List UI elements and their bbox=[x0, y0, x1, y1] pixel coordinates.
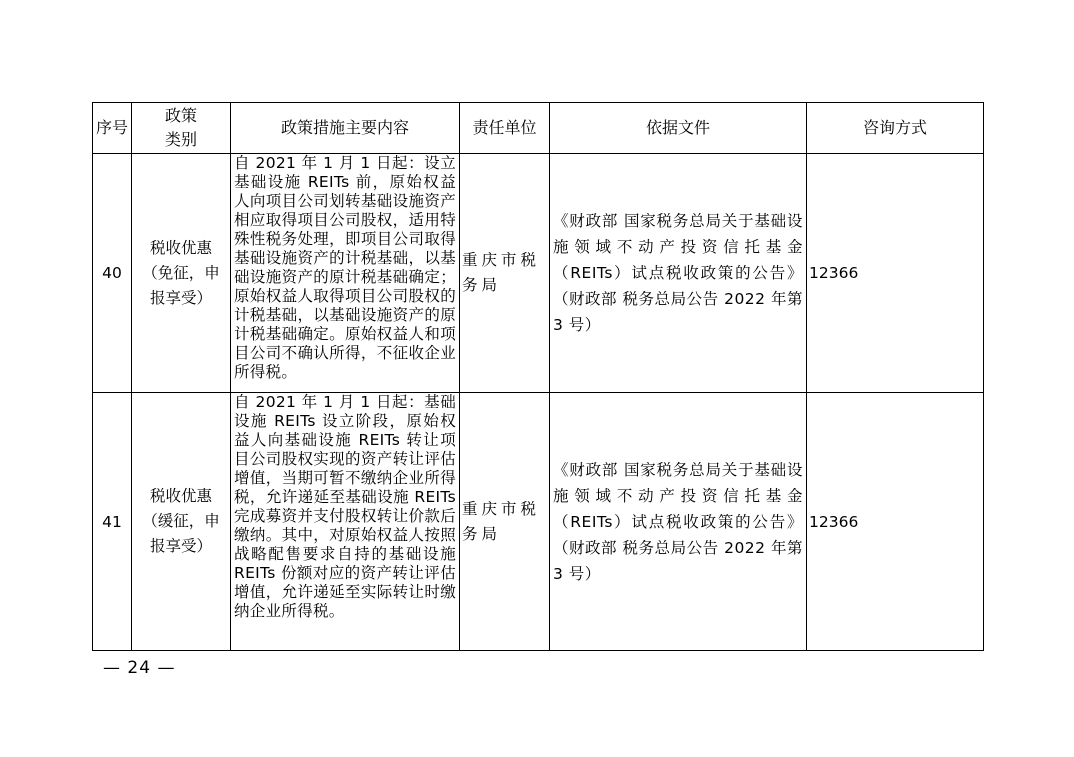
row-category-text: 税收优惠（免征，申报享受） bbox=[142, 238, 220, 307]
row-contact: 12366 bbox=[807, 393, 984, 651]
header-seq: 序号 bbox=[93, 103, 132, 154]
row-content: 自 2021 年 1 月 1 日起：基础设施 REITs 设立阶段，原始权益人向基础设施 REITs 转让项目公司股权实现的资产转让评估增值，当期可暂不缴纳企业所得税，允许递延至基础设施 REITs 完成募资并支付股权转让价款后缴纳。其中，对原始权益人按照战略配售要求自持的基础设施 REITs 份额对应的资产转让评估增值，允许递延至实际转让时缴纳企业所得税。 bbox=[231, 393, 460, 651]
row-basis: 《财政部 国家税务总局关于基础设施领域不动产投资信托基金（REITs）试点税收政策的公告》（财政部 税务总局公告 2022 年第 3 号） bbox=[550, 393, 807, 651]
row-content: 自 2021 年 1 月 1 日起：设立基础设施 REITs 前，原始权益人向项目公司划转基础设施资产相应取得项目公司股权，适用特殊性税务处理，即项目公司取得基础设施资产的计税基础，以基础设施资产的原计税基础确定；原始权益人取得项目公司股权的计税基础，以基础设施资产的原计税基础确定。原始权益人和项目公司不确认所得，不征收企业所得税。 bbox=[231, 154, 460, 393]
header-unit: 责任单位 bbox=[460, 103, 550, 154]
table-header-row bbox=[93, 103, 984, 154]
row-category bbox=[132, 393, 231, 651]
row-seq: 40 bbox=[93, 154, 132, 393]
row-basis: 《财政部 国家税务总局关于基础设施领域不动产投资信托基金（REITs）试点税收政策的公告》（财政部 税务总局公告 2022 年第 3 号） bbox=[550, 154, 807, 393]
header-category-line2: 类别 bbox=[164, 130, 197, 149]
header-basis: 依据文件 bbox=[550, 103, 807, 154]
header-category-line1: 政策 bbox=[164, 106, 197, 125]
row-unit: 重庆市税务局 bbox=[460, 393, 550, 651]
header-contact: 咨询方式 bbox=[807, 103, 984, 154]
row-unit: 重庆市税务局 bbox=[460, 154, 550, 393]
header-content: 政策措施主要内容 bbox=[231, 103, 460, 154]
row-category-text: 税收优惠（缓征，申报享受） bbox=[142, 487, 220, 555]
policy-table bbox=[92, 102, 984, 651]
row-contact: 12366 bbox=[807, 154, 984, 393]
row-seq: 41 bbox=[93, 393, 132, 651]
table-row bbox=[93, 154, 984, 393]
page-number: — 24 — bbox=[103, 658, 176, 678]
row-category bbox=[132, 154, 231, 393]
header-category bbox=[132, 103, 231, 154]
table-row bbox=[93, 393, 984, 651]
